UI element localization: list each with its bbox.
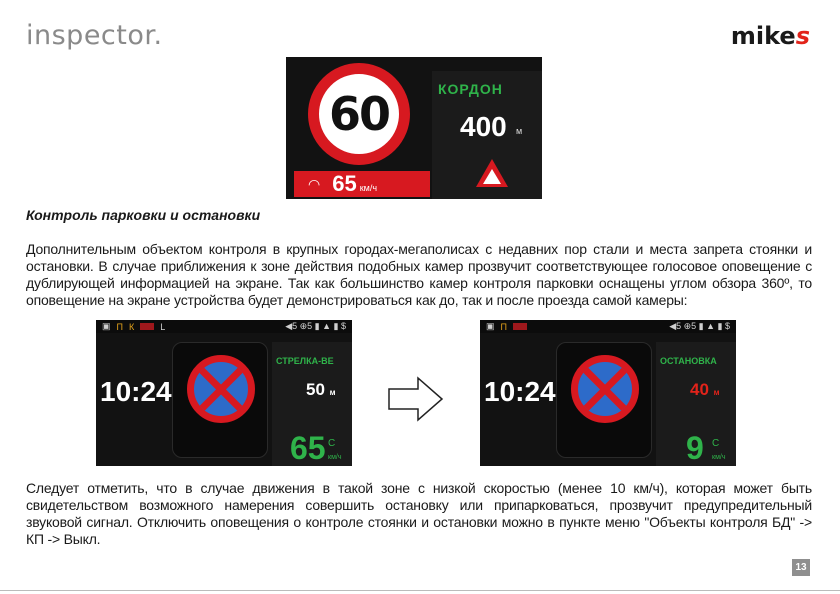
camera-info-panel [272, 342, 352, 466]
camera-distance: 400 [460, 111, 507, 142]
speed-unit: км/ч [328, 454, 342, 461]
speedometer-icon: ◠ [308, 175, 321, 192]
inspector-logo: inspector. [26, 20, 163, 51]
camera-info-panel [656, 342, 736, 466]
speed-limit-value: 60 [328, 87, 389, 141]
status-l: L [160, 321, 166, 332]
clock: 10:24 [100, 376, 172, 407]
paragraph-low-speed: Следует отметить, что в случае движения в такой зоне с низкой скоростью (менее 10 км/ч), которая может быть свидетельством возможного намерения совершить остановку или припарковаться, прозвучит предупредительный звуковой сигнал. Отключить оповещения о контроле стоянки и остановки можно в пункте меню "Объекты контроля БД" -> КП -> Выкл. [26, 480, 812, 547]
speed-c: C [328, 438, 336, 449]
current-speed-unit: км/ч [359, 183, 378, 193]
camera-distance [306, 380, 336, 400]
camera-distance-value: 40 [690, 380, 709, 399]
speed-value: 65 [290, 430, 326, 466]
camera-name: КОРДОН [438, 81, 503, 97]
speed-unit: км/ч [712, 454, 726, 461]
footer-divider [0, 590, 840, 591]
car-icon: ▣ [486, 321, 495, 331]
car-icon: ▣ [102, 321, 111, 331]
section-heading: Контроль парковки и остановки [26, 207, 261, 223]
camera-distance-value: 50 [306, 380, 325, 399]
status-bar [480, 320, 736, 333]
device-screen-after [480, 320, 736, 466]
sign-panel [172, 342, 268, 458]
status-k: К [128, 321, 135, 332]
status-p: П [500, 321, 507, 332]
camera-name: ОСТАНОВКА [660, 356, 717, 366]
speed-c: C [712, 438, 720, 449]
warning-triangle-inner-icon [483, 169, 501, 184]
paragraph-intro: Дополнительным объектом контроля в крупных городах-мегаполисах с недавних пор стали и места запрета стоянки и остановки. В случае приближения к зоне действия подобных камер прозвучит соответствующее голосовое оповещение с дублирующей информацией на экране. Так как большинство камер контроля парковки оснащены углом обзора 360º, то оповещение на экране устройства будет демонстрироваться как до, так и после проезда самой камеры: [26, 241, 812, 308]
current-speed-bar [294, 171, 430, 197]
status-p: П [116, 321, 123, 332]
device-screen-before [96, 320, 352, 466]
status-indicator-red [140, 323, 154, 330]
page-number: 13 [792, 559, 810, 576]
current-speed-value: 65 [332, 171, 357, 196]
clock: 10:24 [484, 376, 556, 407]
speed-limit-sign [308, 63, 410, 165]
camera-info-panel [432, 71, 542, 199]
speed-value: 9 [686, 430, 704, 466]
mikes-logo-s: s [795, 22, 810, 50]
no-stopping-sign-icon [571, 355, 639, 423]
device-screen-speed-camera [286, 57, 542, 199]
mikes-logo [731, 22, 810, 50]
right-arrow-icon [388, 376, 444, 422]
status-icons: ◀5 ⊕5 ▮ ▲ ▮ $ [285, 321, 346, 331]
camera-distance [690, 380, 720, 400]
no-stopping-sign-icon [187, 355, 255, 423]
camera-distance-unit: м [516, 126, 523, 136]
camera-distance-unit: м [713, 388, 720, 397]
mikes-logo-main: mike [730, 22, 796, 50]
status-icons: ◀5 ⊕5 ▮ ▲ ▮ $ [669, 321, 730, 331]
status-indicator-red [513, 323, 527, 330]
camera-name: СТРЕЛКА-ВЕ [276, 356, 334, 366]
sign-panel [556, 342, 652, 458]
camera-distance-unit: м [329, 388, 336, 397]
status-bar [96, 320, 352, 333]
